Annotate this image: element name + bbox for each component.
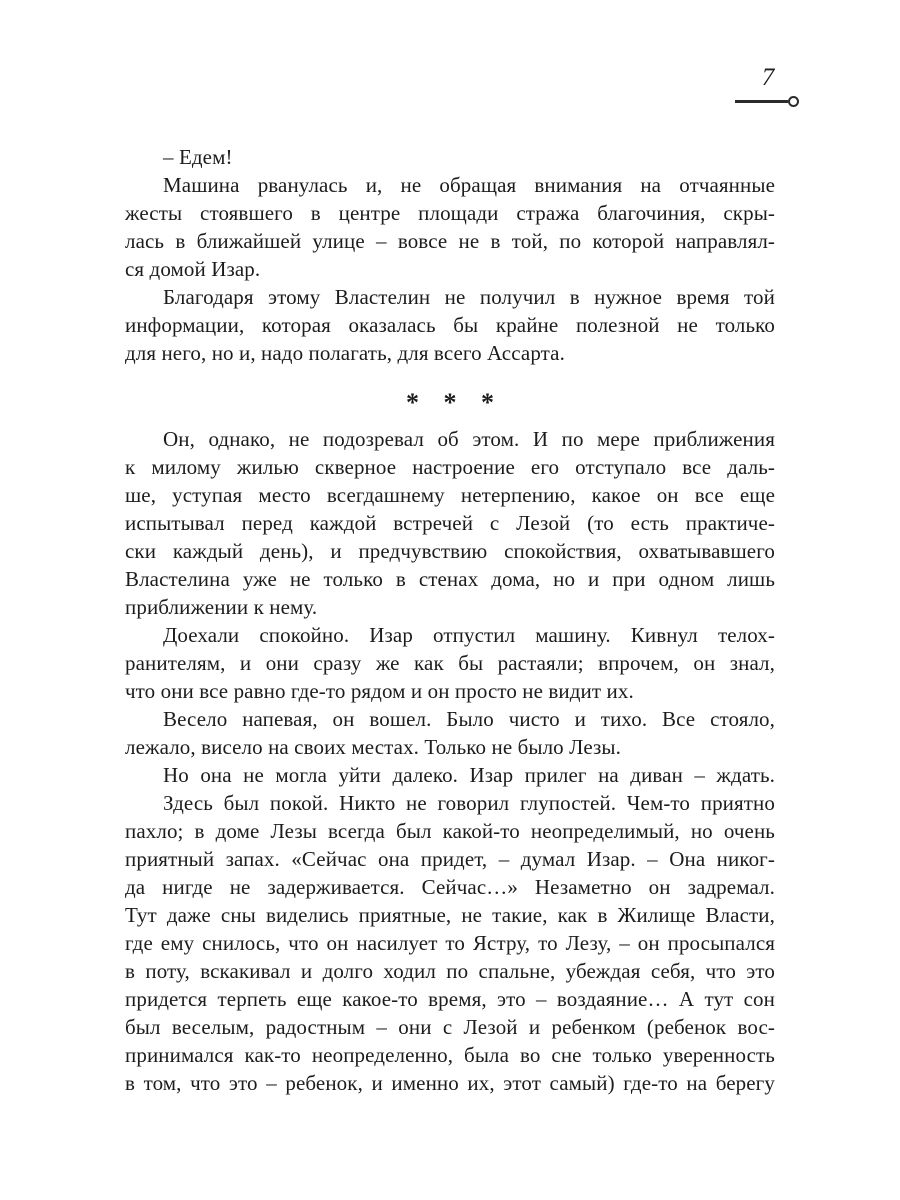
text-line: испытывал перед каждой встречей с Лезой (то есть практиче- (125, 511, 775, 535)
text-line: жесты стоявшего в центре площади стража благочиния, скры- (125, 201, 775, 225)
text-body (125, 143, 775, 1097)
page-number: 7 (761, 64, 775, 91)
text-line: Весело напевая, он вошел. Было чисто и тихо. Все стояло, (163, 707, 775, 731)
text-line: в поту, вскакивал и долго ходил по спальне, убеждая себя, что это (125, 959, 775, 983)
paragraph (125, 283, 775, 367)
text-line: к милому жилью скверное настроение его отступало все даль- (125, 455, 775, 479)
text-line: Но она не могла уйти далеко. Изар прилег на диван – ждать. (163, 763, 775, 787)
text-line: ранителям, и они сразу же как бы растаяли; впрочем, он знал, (125, 651, 775, 675)
text-line: информации, которая оказалась бы крайне полезной не только (125, 313, 775, 337)
folio-ring-ornament (788, 96, 799, 107)
text-line: Благодаря этому Властелин не получил в нужное время той (163, 285, 775, 309)
paragraph (125, 761, 775, 789)
text-line: Он, однако, не подозревал об этом. И по мере приближения (163, 427, 775, 451)
text-line: Машина рванулась и, не обращая внимания на отчаянные (163, 173, 775, 197)
text-line: Властелина уже не только в стенах дома, но и при одном лишь (125, 567, 775, 591)
text-line: Здесь был покой. Никто не говорил глупостей. Чем-то приятно (163, 791, 775, 815)
text-line: где ему снилось, что он насилует то Ястру, то Лезу, – он просыпался (125, 931, 775, 955)
text-line: в том, что это – ребенок, и именно их, этот самый) где-то на берегу (125, 1071, 775, 1095)
paragraph (125, 705, 775, 761)
text-line: – Едем! (163, 145, 233, 169)
text-line: что они все равно где-то рядом и он просто не видит их. (125, 679, 634, 703)
text-line: да нигде не задерживается. Сейчас…» Незаметно он задремал. (125, 875, 775, 899)
text-line: Тут даже сны виделись приятные, не такие, как в Жилище Власти, (125, 903, 775, 927)
text-line: для него, но и, надо полагать, для всего Ассарта. (125, 341, 565, 365)
text-line: принимался как-то неопределенно, была во сне только уверенность (125, 1043, 775, 1067)
paragraph (125, 425, 775, 621)
text-line: ски каждый день), и предчувствию спокойствия, охватывавшего (125, 539, 775, 563)
text-line: приятный запах. «Сейчас она придет, – думал Изар. – Она никог- (125, 847, 775, 871)
text-line: Доехали спокойно. Изар отпустил машину. Кивнул телох- (163, 623, 775, 647)
text-line: приближении к нему. (125, 595, 318, 619)
paragraph (125, 621, 775, 705)
text-line: ся домой Изар. (125, 257, 261, 281)
text-line: ше, уступая место всегдашнему нетерпению, какое он все еще (125, 483, 775, 507)
paragraph (125, 143, 775, 171)
folio-rule-line (735, 100, 788, 103)
text-line: пахло; в доме Лезы всегда был какой-то неопределимый, но очень (125, 819, 775, 843)
paragraph (125, 171, 775, 283)
text-line: был веселым, радостным – они с Лезой и ребенком (ребенок вос- (125, 1015, 775, 1039)
text-line: придется терпеть еще какое-то время, это – воздаяние… А тут сон (125, 987, 775, 1011)
section-separator: * * * (406, 388, 503, 417)
text-line: лась в ближайшей улице – вовсе не в той, по которой направлял- (125, 229, 775, 253)
text-line: лежало, висело на своих местах. Только не было Лезы. (125, 735, 621, 759)
paragraph (125, 789, 775, 1097)
